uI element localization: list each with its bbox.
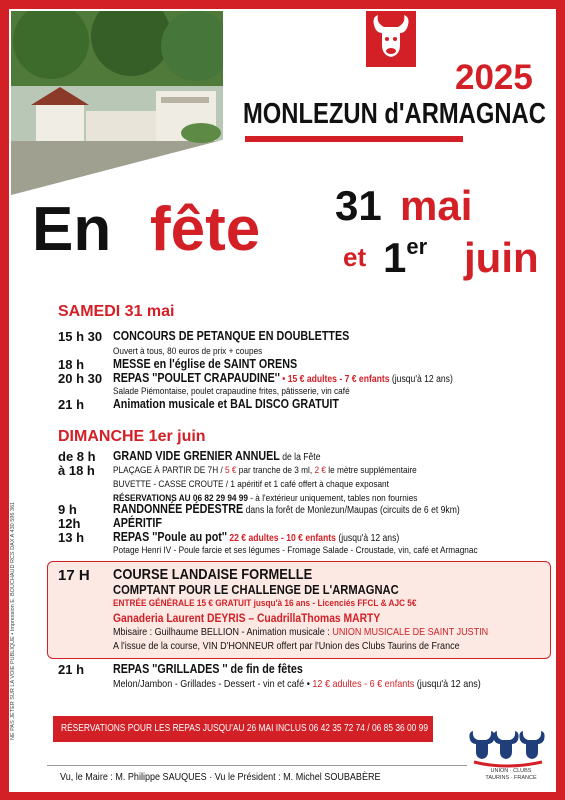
event-price: • 15 € adultes - 7 € enfants	[279, 374, 390, 385]
left-border	[0, 0, 9, 800]
bottom-border	[0, 792, 565, 800]
event-detail: RÉSERVATIONS AU 06 82 29 94 99 - à l'extérieur uniquement, tables non fournies	[113, 493, 418, 504]
event-title: Animation musicale et BAL DISCO GRATUIT	[113, 397, 339, 411]
event-time: de 8 h	[58, 449, 96, 464]
event-time: 17 H	[58, 567, 90, 584]
title-underline	[245, 136, 463, 142]
event-detail: Salade Piémontaise, poulet crapaudine frites, pâtisserie, vin café	[113, 386, 350, 397]
event-detail: BUVETTE - CASSE CROUTE / 1 apéritif et 1 café offert à chaque exposant	[113, 479, 389, 490]
bull-head-icon	[366, 11, 416, 67]
uctf-logo-text: UNION · CLUBS TAURINS · FRANCE	[485, 768, 537, 781]
event-time: 15 h 30	[58, 329, 103, 344]
event-detail: Mbisaire : Guilhaume BELLION - Animation musicale : UNION MUSICALE DE SAINT JUSTIN	[113, 626, 489, 638]
event-title: APÉRITIF	[113, 516, 162, 530]
arena-photo	[11, 11, 223, 195]
event-title: REPAS ''POULET CRAPAUDINE'' • 15 € adultes - 7 € enfants (jusqu'à 12 ans)	[113, 371, 453, 385]
headline-en: En	[32, 195, 112, 264]
event-title: MESSE en l'église de SAINT ORENS	[113, 357, 298, 371]
date2-month: juin	[464, 234, 539, 281]
date2-number: 1er	[383, 234, 428, 281]
legal-side-text: NE PAS JETER SUR LA VOIE PUBLIQUE • Impression E. BOUCHAUD RCS DAX A 430 596 361	[10, 501, 16, 740]
year: 2025	[455, 58, 533, 97]
saturday-title: SAMEDI 31 mai	[58, 303, 175, 320]
event-subtitle: COMPTANT POUR LE CHALLENGE DE L'ARMAGNAC	[113, 582, 399, 597]
event-detail: Potage Henri IV - Poule farcie et ses légumes - Fromage Salade - Croustade, vin, café et Armagnac	[113, 545, 478, 556]
event-title: REPAS ''GRILLADES '' de fin de fêtes	[113, 662, 303, 676]
event-time: 21 h	[58, 397, 85, 412]
date1-month: mai	[400, 182, 473, 229]
date-et: et	[343, 242, 367, 272]
footer-signatures: Vu, le Maire : M. Philippe SAUQUES · Vu le Président : M. Michel SOUBABÈRE	[60, 771, 381, 783]
event-detail: Ouvert à tous, 80 euros de prix + coupes	[113, 346, 263, 357]
event-ganaderia: Ganaderia Laurent DEYRIS – CuadrillaThomas MARTY	[113, 611, 381, 625]
event-title: RANDONNÉE PÉDESTRE dans la forêt de Monlezun/Maupas (circuits de 6 et 9km)	[113, 502, 460, 516]
event-title: CONCOURS DE PETANQUE EN DOUBLETTES	[113, 329, 350, 343]
headline-fete: fête	[150, 195, 261, 264]
event-title: COURSE LANDAISE FORMELLE	[113, 566, 313, 583]
reservations-text: RÉSERVATIONS POUR LES REPAS JUSQU'AU 26 MAI INCLUS 06 42 35 72 74 / 06 85 36 00 99	[61, 723, 429, 734]
event-time: 20 h 30	[58, 371, 103, 386]
event-detail: A l'issue de la course, VIN D'HONNEUR offert par l'Union des Clubs Taurins de France	[113, 640, 460, 652]
village-name: MONLEZUN d'ARMAGNAC	[243, 98, 546, 130]
event-time: 18 h	[58, 357, 85, 372]
event-time: 12h	[58, 516, 81, 531]
event-time: 13 h	[58, 530, 85, 545]
event-time: à 18 h	[58, 463, 95, 478]
event-time: 9 h	[58, 502, 77, 517]
top-border	[0, 0, 565, 9]
event-entry: ENTRÉE GÉNÉRALE 15 € GRATUIT jusqu'à 16 ans - Licenciés FFCL & AJC 5€	[113, 598, 417, 609]
right-border	[556, 0, 565, 800]
event-price-note: (jusqu'à 12 ans)	[389, 374, 453, 385]
date1-number: 31	[335, 182, 382, 229]
event-title: REPAS ''Poule au pot'' 22 € adultes - 10 € enfants (jusqu'à 12 ans)	[113, 530, 400, 544]
bull-heads-icon	[464, 730, 556, 770]
footer-divider	[47, 765, 467, 766]
bull-logo	[366, 11, 416, 67]
event-detail: PLAÇAGE À PARTIR DE 7H / 5 € par tranche de 3 ml, 2 € le mètre supplémentaire	[113, 465, 417, 476]
uctf-logo	[464, 730, 556, 792]
sunday-title: DIMANCHE 1er juin	[58, 428, 206, 445]
event-title: GRAND VIDE GRENIER ANNUEL de la Fête	[113, 449, 321, 463]
event-detail: Melon/Jambon - Grillades - Dessert - vin et café • 12 € adultes - 6 € enfants (jusqu'à 12 ans)	[113, 678, 481, 690]
event-time: 21 h	[58, 662, 85, 677]
